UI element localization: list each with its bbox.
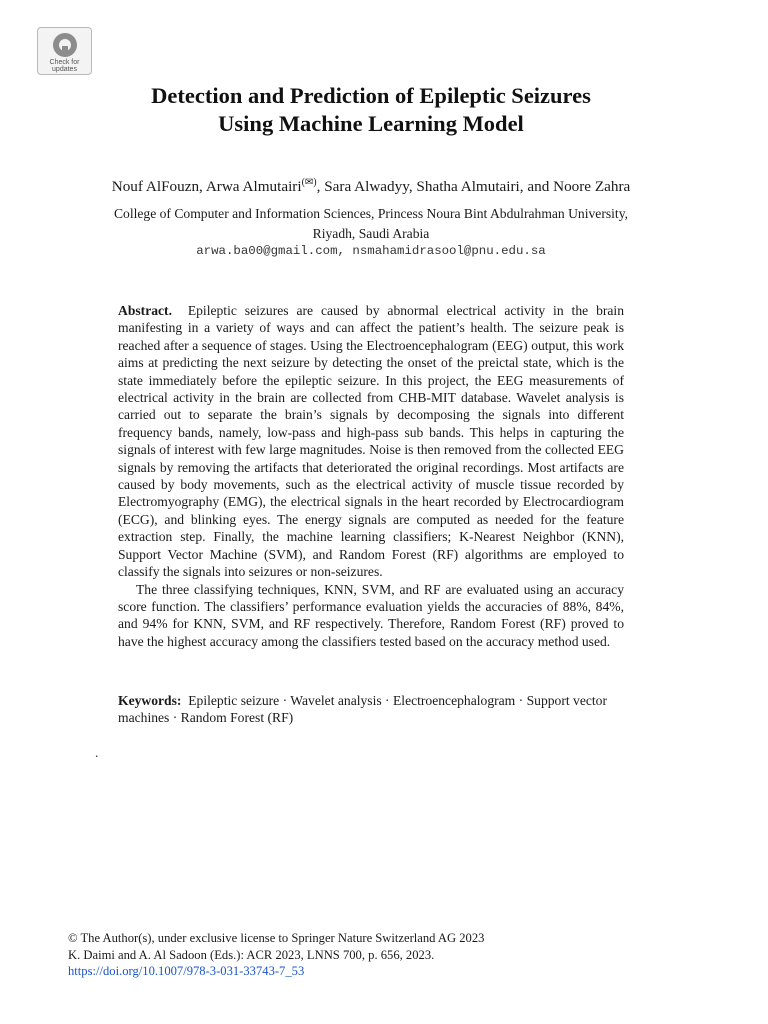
citation-line: K. Daimi and A. Al Sadoon (Eds.): ACR 2023, LNNS 700, p. 656, 2023. <box>68 947 435 962</box>
stray-dot: . <box>95 745 99 760</box>
doi-link[interactable]: https://doi.org/10.1007/978-3-031-33743-7_53 <box>68 964 305 979</box>
author-emails[interactable]: arwa.ba00@gmail.com, nsmahamidrasool@pnu.edu.sa <box>196 244 546 258</box>
author-list <box>40 172 702 198</box>
abstract-paragraph-1 <box>118 302 624 581</box>
keywords-text: Epileptic seizure · Wavelet analysis · Electroencephalogram · Support vector machines · Random Forest (RF) <box>118 693 607 726</box>
affiliation-line1: College of Computer and Information Sciences, Princess Noura Bint Abdulrahman University, <box>113 206 629 221</box>
corresponding-author-mark: (✉) <box>301 177 317 188</box>
abstract-paragraph-2: The three classifying techniques, KNN, SVM, and RF are evaluated using an accuracy score function. The classifiers’ performance evaluation yields the accuracies of 88%, 84%, and 94% for KNN, SVM, and RF respectively. Therefore, Random Forest (RF) proved to have the highest accuracy among the classifiers tested based on the accuracy method used. <box>118 581 624 649</box>
keywords-label: Keywords: <box>118 693 182 708</box>
footer <box>68 930 688 980</box>
badge-line2: updates <box>52 66 77 73</box>
copyright-line: © The Author(s), under exclusive license to Springer Nature Switzerland AG 2023 <box>68 931 485 945</box>
affiliation-line2: Riyadh, Saudi Arabia <box>312 226 430 241</box>
authors-part1: Nouf AlFouzn, Arwa Almutairi <box>111 178 302 195</box>
check-for-updates-badge[interactable] <box>37 27 92 75</box>
abstract <box>118 302 624 650</box>
title-line2: Using Machine Learning Model <box>218 111 524 136</box>
authors-part2: , Sara Alwadyy, Shatha Almutairi, and Noore Zahra <box>316 178 631 195</box>
keywords <box>118 692 624 727</box>
check-for-updates-icon <box>53 33 77 57</box>
badge-line1: Check for <box>49 59 80 66</box>
abstract-text-1: Epileptic seizures are caused by abnormal electrical activity in the brain manifesting in a variety of ways and can affect the patient’s health. The seizure peak is reached after a sequence of stages. Using the Electroencephalogram (EEG) output, this work aims at predicting the next seizure by detecting the onset of the preictal state, which is the state immediately before the epileptic seizure. In this project, the EEG measurements of electrical activity in the brain are collected from CHB-MIT database. Wavelet analysis is carried out to separate the brain’s signals by decomposing the signals into different frequency bands, namely, low-pass and high-pass sub bands. This helps in capturing the signals of interest with few large magnitudes. Noise is then removed from the collected EEG signals by removing the artifacts that deteriorated the original recordings. Most artifacts are caused by body movements, such as the electrical activity of muscle tissue recorded by Electromyography (EMG), the electrical signals in the heart recorded by Electrocardiogram (ECG), and blinking eyes. The energy signals are computed as needed for the feature extraction step. Finally, the machine learning classifiers; K-Nearest Neighbor (KNN), Support Vector Machine (SVM), and Random Forest (RF) algorithms are employed to classify the signals into seizures or non-seizures. <box>118 303 624 580</box>
abstract-label: Abstract. <box>118 303 172 318</box>
title-line1: Detection and Prediction of Epileptic Seizures <box>151 83 591 108</box>
affiliation <box>50 204 692 244</box>
paper-title <box>60 82 682 138</box>
